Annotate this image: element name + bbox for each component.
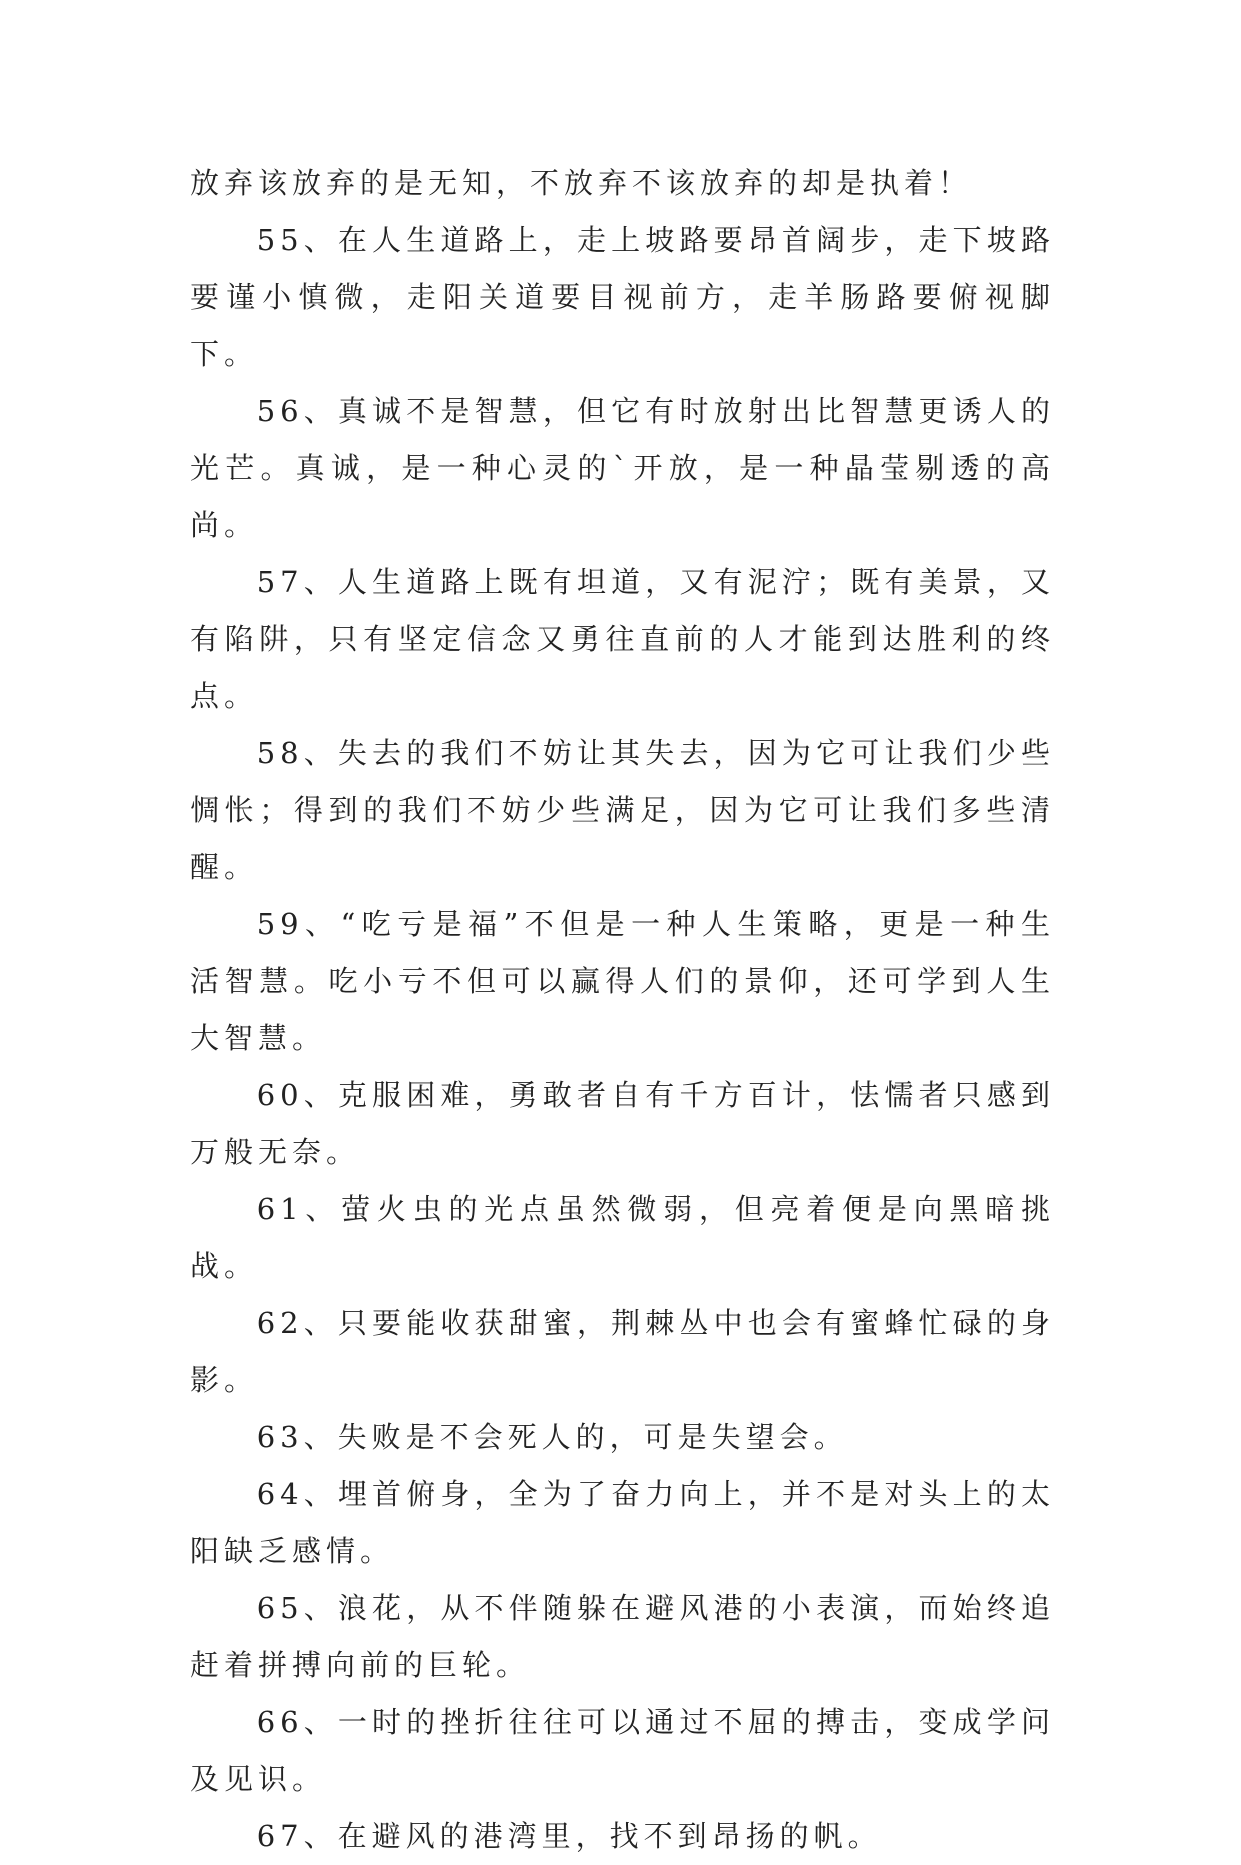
paragraph-66: 66、一时的挫折往往可以通过不屈的搏击，变成学问及见识。 <box>190 1705 1055 1796</box>
paragraph-63: 63、失败是不会死人的，可是失望会。 <box>256 1420 848 1454</box>
paragraph-61: 61、萤火虫的光点虽然微弱，但亮着便是向黑暗挑战。 <box>190 1192 1055 1283</box>
document-body <box>190 155 1055 1865</box>
paragraph-67: 67、在避风的港湾里，找不到昂扬的帆。 <box>256 1819 882 1853</box>
paragraph-57: 57、人生道路上既有坦道，又有泥泞；既有美景，又有陷阱，只有坚定信念又勇往直前的人才能到达胜利的终点。 <box>190 565 1055 713</box>
paragraph-65: 65、浪花，从不伴随躲在避风港的小表演，而始终追赶着拼搏向前的巨轮。 <box>190 1591 1055 1682</box>
paragraph-62: 62、只要能收获甜蜜，荆棘丛中也会有蜜蜂忙碌的身影。 <box>190 1306 1055 1397</box>
paragraph-60: 60、克服困难，勇敢者自有千方百计，怯懦者只感到万般无奈。 <box>190 1078 1055 1169</box>
paragraph-64: 64、埋首俯身，全为了奋力向上，并不是对头上的太阳缺乏感情。 <box>190 1477 1055 1568</box>
paragraph-58: 58、失去的我们不妨让其失去，因为它可让我们少些惆怅；得到的我们不妨少些满足，因为它可让我们多些清醒。 <box>190 736 1055 884</box>
paragraph-59: 59、“吃亏是福”不但是一种人生策略，更是一种生活智慧。吃小亏不但可以赢得人们的景仰，还可学到人生大智慧。 <box>190 907 1055 1055</box>
paragraph-55: 55、在人生道路上，走上坡路要昂首阔步，走下坡路要谨小慎微，走阳关道要目视前方，走羊肠路要俯视脚下。 <box>190 223 1055 371</box>
paragraph-continuation: 放弃该放弃的是无知，不放弃不该放弃的却是执着！ <box>190 166 973 200</box>
paragraph-56: 56、真诚不是智慧，但它有时放射出比智慧更诱人的光芒。真诚，是一种心灵的`开放，是一种晶莹剔透的高尚。 <box>190 394 1055 542</box>
